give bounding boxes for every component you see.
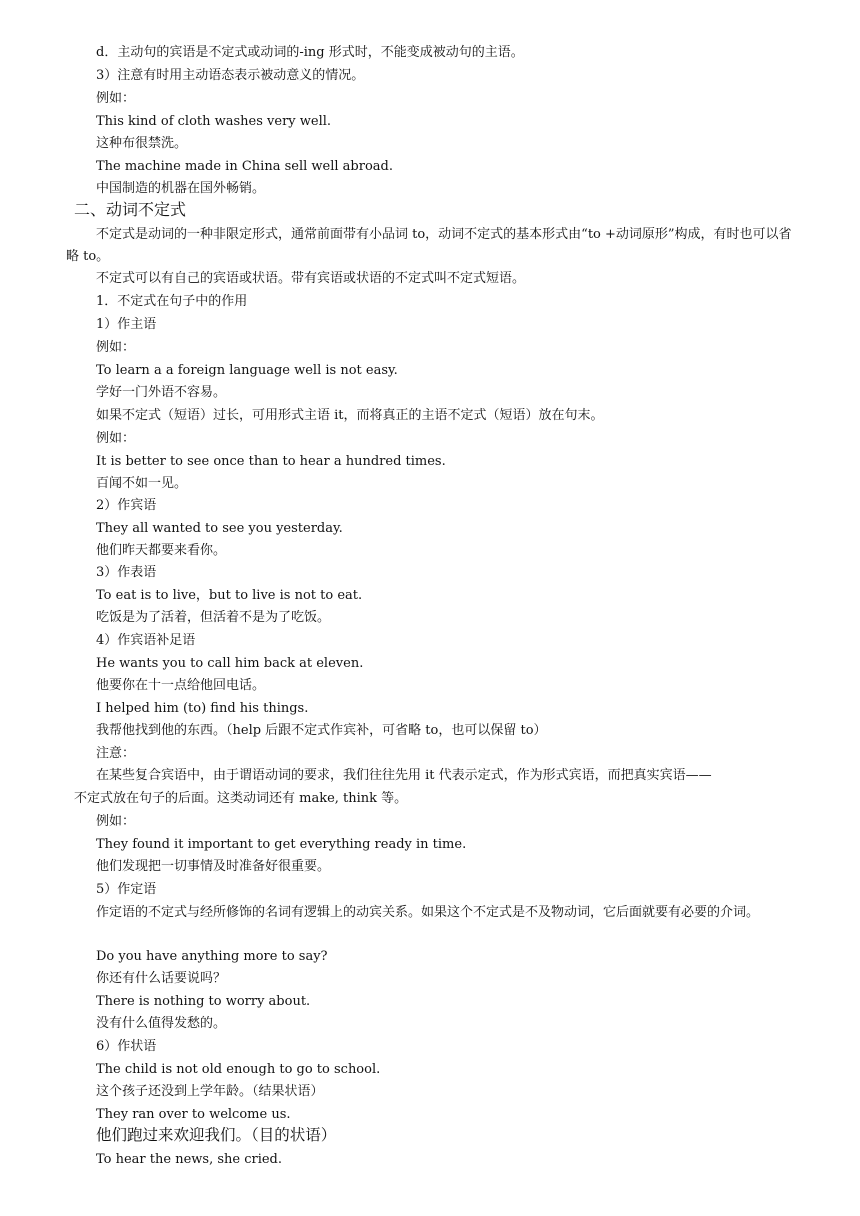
text-line: 例如：	[96, 814, 136, 829]
example-sentence: To eat is to live，but to live is not to eat.	[96, 588, 363, 603]
translation-line: 百闻不如一见。	[96, 476, 188, 491]
text-line: 例如：	[96, 340, 136, 355]
text-line: 3）注意有时用主动语态表示被动意义的情况。	[96, 68, 365, 83]
translation-line: 他要你在十一点给他回电话。	[96, 678, 266, 693]
translation-line: 这种布很禁洗。	[96, 136, 188, 151]
subheading: 6）作状语	[96, 1039, 157, 1054]
example-sentence: This kind of cloth washes very well.	[96, 114, 332, 129]
translation-line: 吃饭是为了活着，但活着不是为了吃饭。	[96, 610, 331, 625]
subheading: 3）作表语	[96, 565, 157, 580]
translation-line: 他们发现把一切事情及时准备好很重要。	[96, 859, 331, 874]
subheading: 1．不定式在句子中的作用	[96, 294, 248, 309]
text-line: 例如：	[96, 91, 136, 106]
paragraph: 不定式是动词的一种非限定形式，通常前面带有小品词 to，动词不定式的基本形式由“to +动词原形”构成，有时也可以省略 to。	[66, 227, 792, 264]
subheading: 2）作宾语	[96, 498, 157, 513]
translation-line: 你还有什么话要说吗？	[96, 971, 227, 986]
paragraph-line: 在某些复合宾语中，由于谓语动词的要求，我们往往先用 it 代表示定式，作为形式宾语，而把真实宾语——	[96, 768, 712, 783]
paragraph: 作定语的不定式与经所修饰的名词有逻辑上的动宾关系。如果这个不定式是不及物动词，它后面就要有必要的介词。	[96, 905, 760, 920]
example-sentence: To hear the news, she cried.	[96, 1152, 283, 1167]
translation-line: 这个孩子还没到上学年龄。（结果状语）	[96, 1084, 324, 1099]
translation-line: 我帮他找到他的东西。（help 后跟不定式作宾补，可省略 to，也可以保留 to）	[96, 723, 547, 738]
subheading: 1）作主语	[96, 317, 157, 332]
text-line: 例如：	[96, 431, 136, 446]
example-sentence: There is nothing to worry about.	[96, 994, 311, 1009]
example-sentence: I helped him (to) find his things.	[96, 701, 309, 716]
example-sentence: They ran over to welcome us.	[96, 1107, 291, 1122]
paragraph-line: 不定式放在句子的后面。这类动词还有 make, think 等。	[74, 791, 408, 806]
translation-line: 他们昨天都要来看你。	[96, 543, 227, 558]
text-line: d．主动句的宾语是不定式或动词的-ing 形式时，不能变成被动句的主语。	[96, 45, 524, 60]
example-sentence: He wants you to call him back at eleven.	[96, 656, 364, 671]
translation-line: 中国制造的机器在国外畅销。	[96, 181, 266, 196]
section-heading: 二、动词不定式	[74, 200, 187, 219]
example-sentence: They found it important to get everything ready in time.	[96, 837, 467, 852]
example-sentence: It is better to see once than to hear a hundred times.	[96, 454, 446, 469]
example-sentence: The machine made in China sell well abroad.	[96, 159, 393, 174]
subheading: 5）作定语	[96, 882, 157, 897]
example-sentence: Do you have anything more to say?	[96, 949, 328, 964]
text-line: 不定式可以有自己的宾语或状语。带有宾语或状语的不定式叫不定式短语。	[96, 271, 526, 286]
text-line: 如果不定式（短语）过长，可用形式主语 it，而将真正的主语不定式（短语）放在句末。	[96, 408, 604, 423]
subheading: 4）作宾语补足语	[96, 633, 196, 648]
translation-line: 学好一门外语不容易。	[96, 385, 227, 400]
translation-line: 没有什么值得发愁的。	[96, 1016, 227, 1031]
example-sentence: To learn a a foreign language well is not easy.	[96, 363, 398, 378]
example-sentence: The child is not old enough to go to school.	[96, 1062, 381, 1077]
note-label: 注意：	[96, 746, 136, 761]
translation-line: 他们跑过来欢迎我们。（目的状语）	[96, 1126, 337, 1144]
example-sentence: They all wanted to see you yesterday.	[96, 521, 343, 536]
